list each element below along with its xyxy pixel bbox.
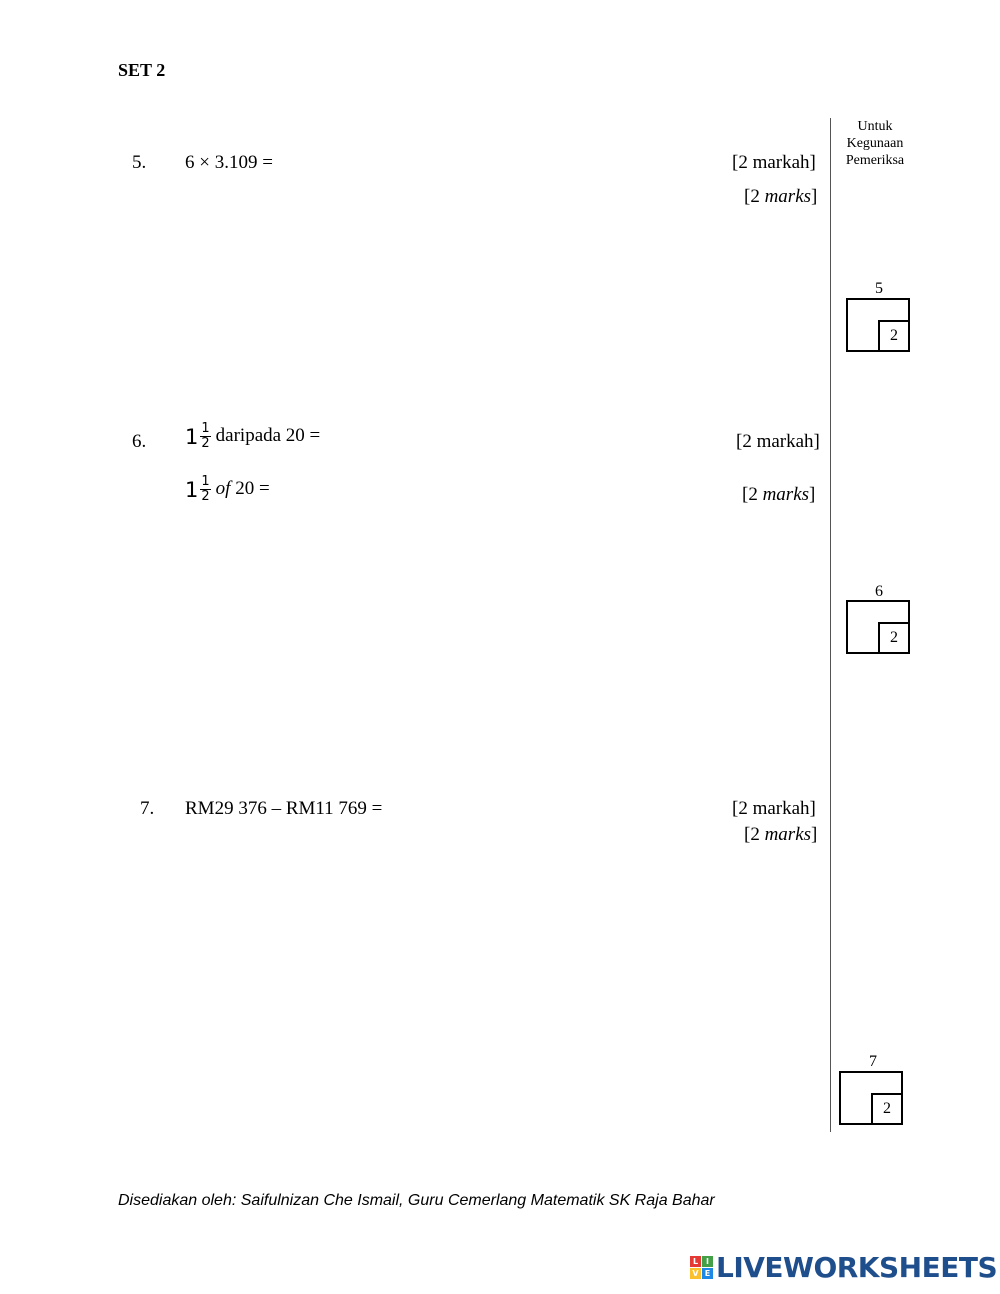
- question-expression-malay: 1 1 2 daripada 20 =: [185, 421, 321, 451]
- marks-english: [2 marks]: [744, 186, 818, 207]
- question-expression-english: 1 1 2 of 20 =: [185, 474, 270, 504]
- question-expression: RM29 376 – RM11 769 =: [185, 798, 383, 819]
- marks-malay: [2 markah]: [732, 798, 816, 819]
- question-expression: 6 × 3.109 =: [185, 152, 273, 173]
- question-number: 7.: [140, 798, 155, 819]
- score-box-label: 5: [875, 280, 883, 297]
- brand-name: LIVEWORKSHEETS: [716, 1251, 998, 1284]
- score-box-max: 2: [878, 622, 910, 654]
- examiner-column-label: Untuk Kegunaan Pemeriksa: [845, 119, 905, 168]
- score-box-label: 7: [869, 1053, 877, 1070]
- liveworksheets-logo-icon: L I V E: [690, 1256, 713, 1279]
- mixed-fraction: 1 1 2: [185, 474, 210, 504]
- marks-malay: [2 markah]: [732, 152, 816, 173]
- mixed-fraction: 1 1 2: [185, 421, 210, 451]
- question-number: 5.: [132, 152, 147, 173]
- score-box-max: 2: [878, 320, 910, 352]
- liveworksheets-brand[interactable]: [690, 1251, 997, 1284]
- score-box: [839, 1071, 903, 1125]
- marks-english: [2 marks]: [742, 484, 816, 505]
- marks-english: [2 marks]: [744, 824, 818, 845]
- score-box: [846, 298, 910, 352]
- question-number: 6.: [132, 431, 147, 452]
- set-title: SET 2: [118, 60, 166, 80]
- score-box-max: 2: [871, 1093, 903, 1125]
- score-box-label: 6: [875, 583, 883, 600]
- marks-malay: [2 markah]: [736, 431, 820, 452]
- footer-credit: Disediakan oleh: Saifulnizan Che Ismail, Guru Cemerlang Matematik SK Raja Bahar: [118, 1192, 715, 1209]
- examiner-divider: [830, 118, 831, 1132]
- score-box: [846, 600, 910, 654]
